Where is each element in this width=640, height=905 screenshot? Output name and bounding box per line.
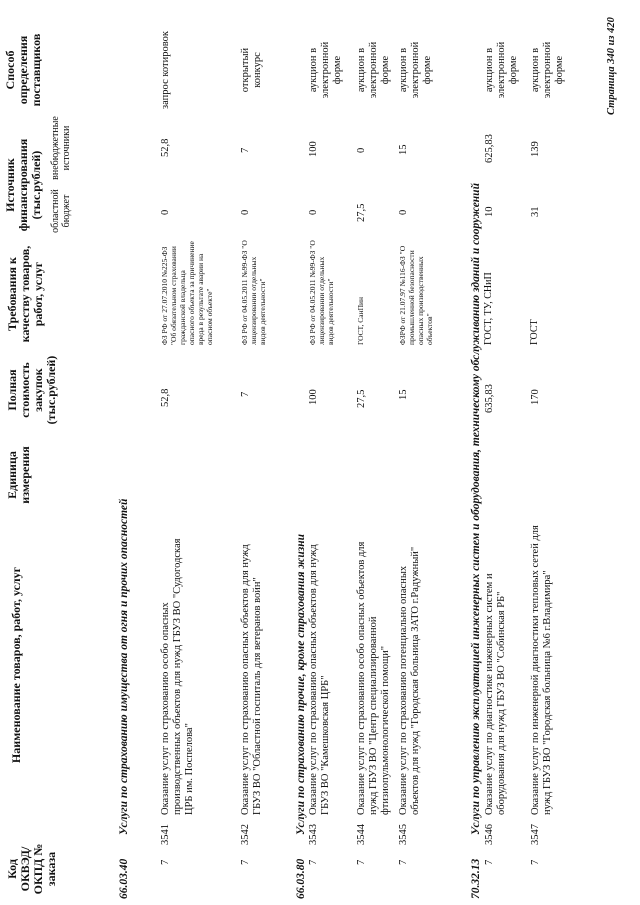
row-regional: 10 [484, 206, 495, 217]
row-order: 3546 [484, 824, 495, 845]
row-req: ГОСТ, СанПин [356, 296, 365, 345]
row-code: 7 [530, 859, 541, 865]
section-title: Услуги по страхованию имущества от огня и прочих опасностей [118, 498, 130, 835]
row-order: 3547 [530, 824, 541, 845]
row-req: ГОСТ [529, 319, 540, 345]
row-method: запрос котировок [160, 31, 171, 109]
row-code: 7 [160, 859, 171, 865]
row-total: 7 [240, 391, 251, 397]
row-order: 3544 [356, 824, 367, 845]
section-code: 70.32.13 [470, 858, 482, 899]
section-title: Услуги по управлению эксплуатацией инженерных систем и оборудования, техническому обслуживанию зданий и сооружений [470, 183, 482, 835]
header-source-regional: областной бюджет [50, 189, 72, 233]
row-code: 7 [308, 859, 319, 865]
header-code: Код ОКВЭД/ ОКПД № заказа [5, 843, 58, 895]
row-req: ФЗ РФ от 27.07.2010 №225-ФЗ "Об обязательном страховании гражданской владельца опасного объекта за причинение вреда в результате аварии на опасном объекте" [160, 241, 214, 345]
header-source-extra: внебюджетные источники [50, 116, 72, 180]
header-source: Источник финансирования (тыс.рублей) [3, 138, 43, 232]
row-code: 7 [398, 859, 409, 865]
row-extra: 15 [398, 144, 409, 155]
row-method: аукцион в электронной форме [398, 41, 433, 99]
row-method: аукцион в электронной форме [308, 41, 343, 99]
row-regional: 31 [530, 206, 541, 217]
row-order: 3542 [240, 824, 251, 845]
row-req: ФЗРФ от 21.07.97 №116-ФЗ "О промышленной безопасности опасных производственных объектов" [398, 245, 434, 345]
row-name: Оказание услуг по инженерной диагностики тепловых сетей для нужд ГБУЗ ВО "Городская больница №6 г.Владимира" [530, 525, 553, 815]
row-total: 15 [398, 389, 409, 400]
page-number: Страница 340 из 420 [606, 17, 617, 115]
row-method: открытый конкурс [240, 47, 263, 93]
row-regional: 0 [160, 209, 171, 215]
header-unit: Единица измерения [5, 446, 32, 504]
row-req: ГОСТ, ТУ, СНиП [483, 272, 494, 345]
row-total: 170 [530, 389, 541, 405]
row-regional: 27,5 [356, 203, 367, 222]
row-order: 3545 [398, 824, 409, 845]
row-extra: 100 [308, 141, 319, 157]
row-order: 3541 [160, 824, 171, 845]
row-name: Оказание услуг по страхованию особо опасных производственных объектов для нужд ГБУЗ ВО "Судогодская ЦРБ им. Поспелова" [160, 538, 195, 815]
section-title: Услуги по страхованию прочие, кроме страхования жизни [295, 534, 307, 835]
header-method: Способ определения поставщиков [3, 33, 43, 107]
row-extra: 52,8 [160, 138, 171, 157]
row-regional: 0 [398, 209, 409, 215]
row-method: аукцион в электронной форме [356, 41, 391, 99]
section-code: 66.03.40 [118, 858, 130, 899]
row-total: 100 [308, 389, 319, 405]
header-req: Требования к качеству товаров, работ, услуг [5, 245, 45, 343]
row-name: Оказание услуг по страхованию особо опасных объектов для нужд ГБУЗ ВО "Центр специализированной фтизиопульмонологической помощи" [356, 541, 391, 815]
row-code: 7 [356, 859, 367, 865]
row-extra: 625,83 [484, 134, 495, 163]
row-order: 3543 [308, 824, 319, 845]
section-code: 66.03.80 [295, 858, 307, 899]
row-name: Оказание услуг по диагностике инженерных систем и оборудования для нужд ГБУЗ ВО "Собинская РБ" [484, 573, 507, 815]
row-name: Оказание услуг по страхованию опасных объектов для нужд ГБУЗ ВО "Областной госпиталь для ветеранов войн" [240, 544, 263, 815]
row-method: аукцион в электронной форме [484, 41, 519, 99]
row-req: ФЗ РФ от 04.05.2011 №99-ФЗ "О лицензировании отдельных видов деятельности" [240, 240, 267, 345]
header-name: Наименование товаров, работ, услуг [9, 566, 23, 764]
row-total: 27,5 [356, 389, 367, 408]
row-code: 7 [484, 859, 495, 865]
row-total: 52,8 [160, 388, 171, 407]
row-name: Оказание услуг по страхованию опасных объектов для нужд ГБУЗ ВО "Камешковская ЦРБ" [308, 544, 331, 815]
row-method: аукцион в электронной форме [530, 41, 565, 99]
row-extra: 7 [240, 147, 251, 153]
row-extra: 139 [530, 141, 541, 157]
row-regional: 0 [240, 209, 251, 215]
row-code: 7 [240, 859, 251, 865]
row-extra: 0 [356, 147, 367, 153]
row-req: ФЗ РФ от 04.05.2011 №99-ФЗ "О лицензировании отдельных видов деятельности" [308, 240, 335, 345]
row-regional: 0 [308, 209, 319, 215]
header-total: Полная стоимость закупок (тыс.рублей) [5, 355, 58, 425]
row-total: 635,83 [484, 384, 495, 413]
row-name: Оказание услуг по страхованию потенциально опасных объектов для нужд "Городская больница ЗАТО г.Радужный" [398, 546, 421, 815]
